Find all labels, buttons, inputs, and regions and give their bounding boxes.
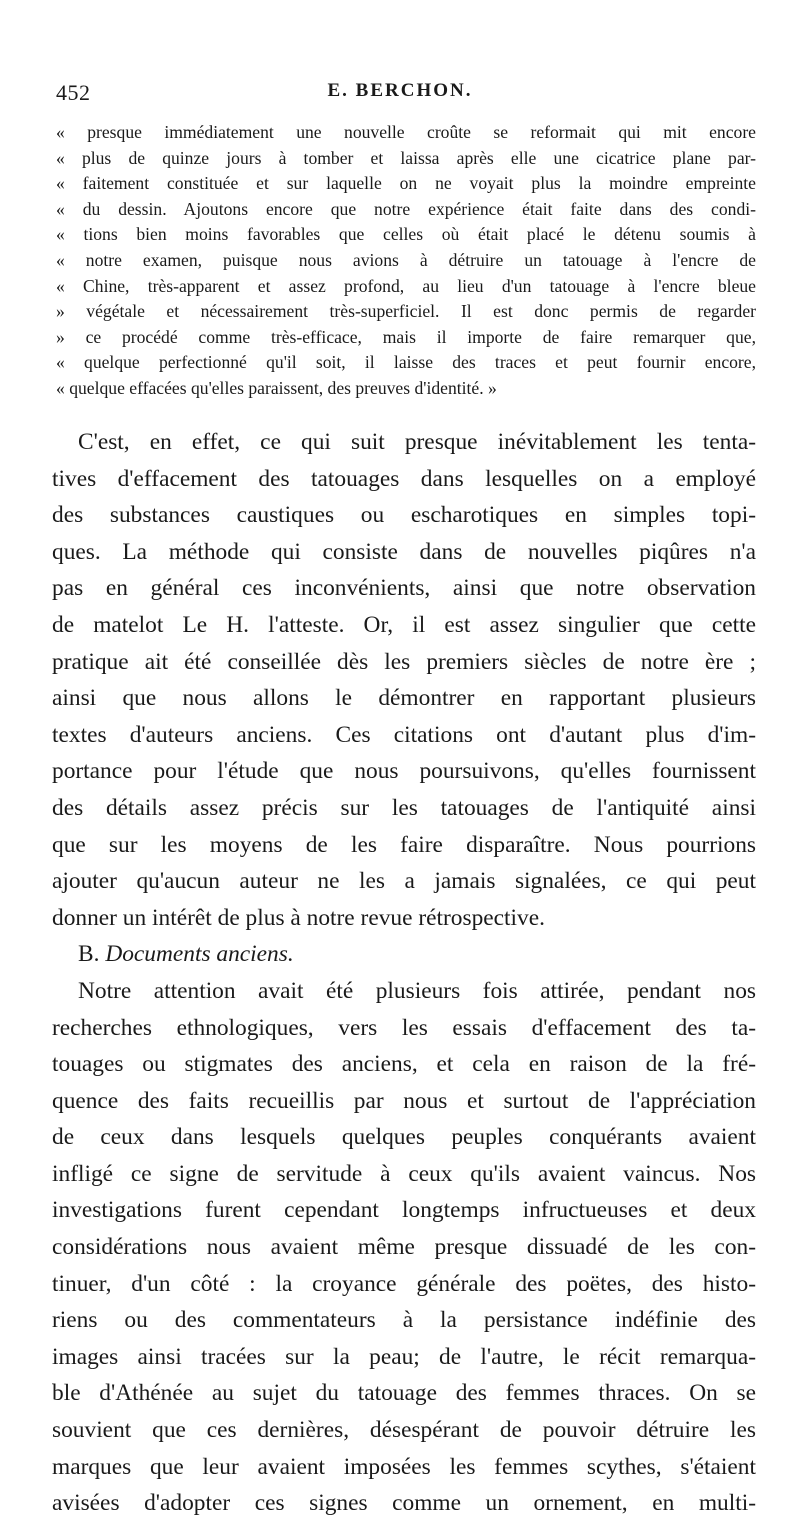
page-number: 452 — [56, 80, 91, 105]
paragraph-line: ainsi que nous allons le démontrer en rapportant plusieurs — [52, 685, 756, 712]
paragraph-line: recherches ethnologiques, vers les essais d'effacement des ta- — [52, 1014, 756, 1041]
paragraph-line: riens ou des commentateurs à la persistance indéfinie des — [52, 1307, 756, 1334]
paragraph-line: Notre attention avait été plusieurs fois attirée, pendant nos — [78, 977, 756, 1004]
quote-line: « Chine, très-apparent et assez profond, au lieu d'un tatouage à l'encre bleue — [56, 275, 756, 296]
paragraph-line: tives d'effacement des tatouages dans lesquelles on a employé — [52, 465, 756, 492]
paragraph-line: avisées d'adopter ces signes comme un ornement, en multi- — [52, 1490, 756, 1517]
body-text — [52, 424, 756, 1522]
paragraph-line: tinuer, d'un côté : la croyance générale des poëtes, des histo- — [52, 1270, 756, 1297]
paragraph-line: pas en général ces inconvénients, ainsi que notre observation — [52, 575, 756, 602]
paragraph-line: des détails assez précis sur les tatouages de l'antiquité ainsi — [52, 794, 756, 821]
paragraph-line: C'est, en effet, ce qui suit presque inévitablement les tenta- — [78, 429, 756, 455]
section-heading-label: B. — [78, 941, 100, 968]
quoted-passage — [56, 120, 756, 402]
paragraph-line: ques. La méthode qui consiste dans de nouvelles piqûres n'a — [52, 538, 756, 565]
paragraph-line: que sur les moyens de les faire disparaître. Nous pourrions — [52, 831, 756, 858]
quote-line: » végétale et nécessairement très-superficiel. Il est donc permis de regarder — [56, 301, 756, 322]
section-heading-title: Documents anciens. — [105, 941, 294, 968]
paragraph-line: ajouter qu'aucun auteur ne les a jamais signalées, ce qui peut — [52, 868, 756, 895]
paragraph-line: quence des faits recueillis par nous et surtout de l'appréciation — [52, 1087, 756, 1114]
quote-line: » ce procédé comme très-efficace, mais il importe de faire remarquer que, — [56, 326, 756, 347]
quote-line: « presque immédiatement une nouvelle croûte se reformait qui mit encore — [56, 122, 756, 142]
paragraph-line: portance pour l'étude que nous poursuivons, qu'elles fournissent — [52, 758, 756, 785]
paragraph-line: des substances caustiques ou escharotiques en simples topi- — [52, 502, 756, 529]
quote-line: « quelque perfectionné qu'il soit, il laisse des traces et peut fournir encore, — [56, 352, 756, 373]
quote-line: « faitement constituée et sur laquelle on ne voyait plus la moindre empreinte — [56, 173, 756, 194]
paragraph-line: donner un intérêt de plus à notre revue rétrospective. — [52, 904, 545, 931]
paragraph-line: investigations furent cependant longtemps infructueuses et deux — [52, 1197, 756, 1224]
paragraph-line: images ainsi tracées sur la peau; de l'autre, le récit remarqua- — [52, 1343, 756, 1370]
paragraph-line: de matelot Le H. l'atteste. Or, il est assez singulier que cette — [52, 611, 756, 638]
quote-line: « plus de quinze jours à tomber et laissa après elle une cicatrice plane par- — [56, 147, 756, 168]
quote-line: « tions bien moins favorables que celles où était placé le détenu soumis à — [56, 224, 756, 245]
paragraph-line: souvient que ces dernières, désespérant de pouvoir détruire les — [52, 1417, 756, 1444]
page-header — [52, 80, 748, 108]
quote-line: « quelque effacées qu'elles paraissent, des preuves d'identité. » — [56, 377, 497, 398]
section-heading — [52, 936, 756, 973]
paragraph-line: pratique ait été conseillée dès les premiers siècles de notre ère ; — [52, 648, 756, 675]
paragraph-line: infligé ce signe de servitude à ceux qu'ils avaient vaincus. Nos — [52, 1160, 756, 1187]
paragraph-line: considérations nous avaient même presque dissuadé de les con- — [52, 1234, 756, 1261]
quote-line: « du dessin. Ajoutons encore que notre expérience était faite dans des condi- — [56, 198, 756, 219]
paragraph-line: marques que leur avaient imposées les femmes scythes, s'étaient — [52, 1453, 756, 1480]
quote-line: « notre examen, puisque nous avions à détruire un tatouage à l'encre de — [56, 249, 756, 270]
running-head: E. BERCHON. — [327, 80, 473, 101]
paragraph-line: ble d'Athénée au sujet du tatouage des femmes thraces. On se — [52, 1380, 756, 1407]
paragraph-line: touages ou stigmates des anciens, et cela en raison de la fré- — [52, 1051, 756, 1078]
paragraph-line: textes d'auteurs anciens. Ces citations ont d'autant plus d'im- — [52, 721, 756, 748]
paragraph-line: de ceux dans lesquels quelques peuples conquérants avaient — [52, 1124, 756, 1151]
